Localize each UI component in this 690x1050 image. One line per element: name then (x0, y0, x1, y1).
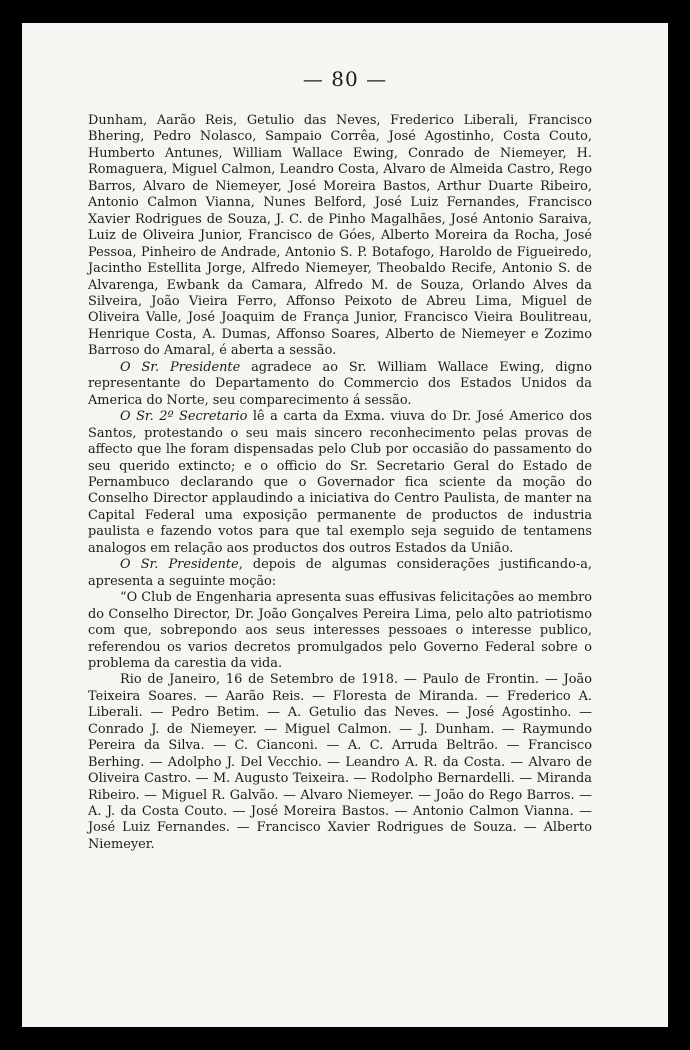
paragraph-signatories (88, 672, 592, 853)
paragraph-president-thanks (88, 360, 592, 409)
signatory-list: Rio de Janeiro, 16 de Setembro de 1918. — Paulo de Frontin. — João Teixeira Soares. — Aarão Reis. — Floresta de Miranda. — Frederico A. Liberali. — Pedro Betim. — A. Getulio das Neves. — José Agostinho. — Conrado J. de Niemeyer. — Miguel Calmon. — J. Dunham. — Raymundo Pereira da Silva. — C. Cianconi. — A. C. Arruda Beltrão. — Francisco Berhing. — Adolpho J. Del Vecchio. — Leandro A. R. da Costa. — Alvaro de Oliveira Castro. — M. Augusto Teixeira. — Rodolpho Bernardelli. — Miranda Ribeiro. — Miguel R. Galvão. — Alvaro Niemeyer. — João do Rego Barros. — A. J. da Costa Couto. — José Moreira Bastos. — Antonio Calmon Vianna. — José Luiz Fernandes. — Francisco Xavier Rodrigues de Souza. — Alberto Niemeyer. (88, 672, 592, 852)
attendee-list: Dunham, Aarão Reis, Getulio das Neves, Frederico Liberali, Francisco Bhering, Pedro Nolasco, Sampaio Corrêa, José Agostinho, Costa Couto, Humberto Antunes, William Wallace Ewing, Conrado de Niemeyer, H. Romaguera, Miguel Calmon, Leandro Costa, Alvaro de Almeida Castro, Rego Barros, Alvaro de Niemeyer, José Moreira Bastos, Arthur Duarte Ribeiro, Antonio Calmon Vianna, Nunes Belford, José Luiz Fernandes, Francisco Xavier Rodrigues de Souza, J. C. de Pinho Magalhães, José Antonio Saraiva, Luiz de Oliveira Junior, Francisco de Góes, Alberto Moreira da Rocha, José Pessoa, Pinheiro de Andrade, Antonio S. P. Botafogo, Haroldo de Figueiredo, Jacintho Estellita Jorge, Alfredo Niemeyer, Theobaldo Recife, Antonio S. de Alvarenga, Ewbank da Camara, Alfredo M. de Souza, Orlando Alves da Silveira, João Vieira Ferro, Affonso Peixoto de Abreu Lima, Miguel de Oliveira Valle, José Joaquim de França Junior, Francisco Vieira Boulitreau, Henrique Costa, A. Dumas, Affonso Soares, Alberto de Niemeyer e Zozimo Barroso do Amaral, é aberta a sessão. (88, 113, 592, 359)
paragraph-president-motion (88, 557, 592, 590)
speaker-label: O Sr. Presidente (120, 557, 239, 573)
speaker-label: O Sr. 2º Secretario (120, 409, 248, 425)
body-text (88, 113, 592, 853)
paragraph-text: , depois de algumas considerações justificando-a, apresenta a seguinte moção: (88, 557, 592, 589)
motion-quote: “O Club de Engenharia apresenta suas effusivas felicitações ao membro do Conselho Director, Dr. João Gonçalves Pereira Lima, pelo alto patriotismo com que, sobrepondo aos seus interesses pessoaes o interesse publico, referendou os varios decretos promulgados pelo Governo Federal sobre o problema da carestia da vida. (88, 590, 592, 671)
paragraph-attendees (88, 113, 592, 360)
paragraph-secretary-letter (88, 409, 592, 557)
document-page (22, 23, 668, 1027)
paragraph-text: agradece ao Sr. William Wallace Ewing, digno representante do Departamento do Commercio dos Estados Unidos da America do Norte, seu comparecimento á sessão. (88, 359, 592, 408)
page-number: — 80 — (302, 67, 388, 91)
paragraph-text: lê a carta da Exma. viuva do Dr. José Americo dos Santos, protestando o seu mais sincero reconhecimento pelas provas de affecto que lhe foram dispensadas pelo Club por occasião do passamento do seu querido extincto; e o officio do Sr. Secretario Geral do Estado de Pernambuco declarando que o Governador fica sciente da moção do Conselho Director applaudindo a iniciativa do Centro Paulista, de manter na Capital Federal uma exposição permanente de productos de industria paulista e fazendo votos para que tal exemplo seja seguido de tentamens analogos em relação aos productos dos outros Estados da União. (88, 409, 592, 556)
speaker-label: O Sr. Presidente (120, 359, 241, 375)
paragraph-motion-text (88, 590, 592, 672)
